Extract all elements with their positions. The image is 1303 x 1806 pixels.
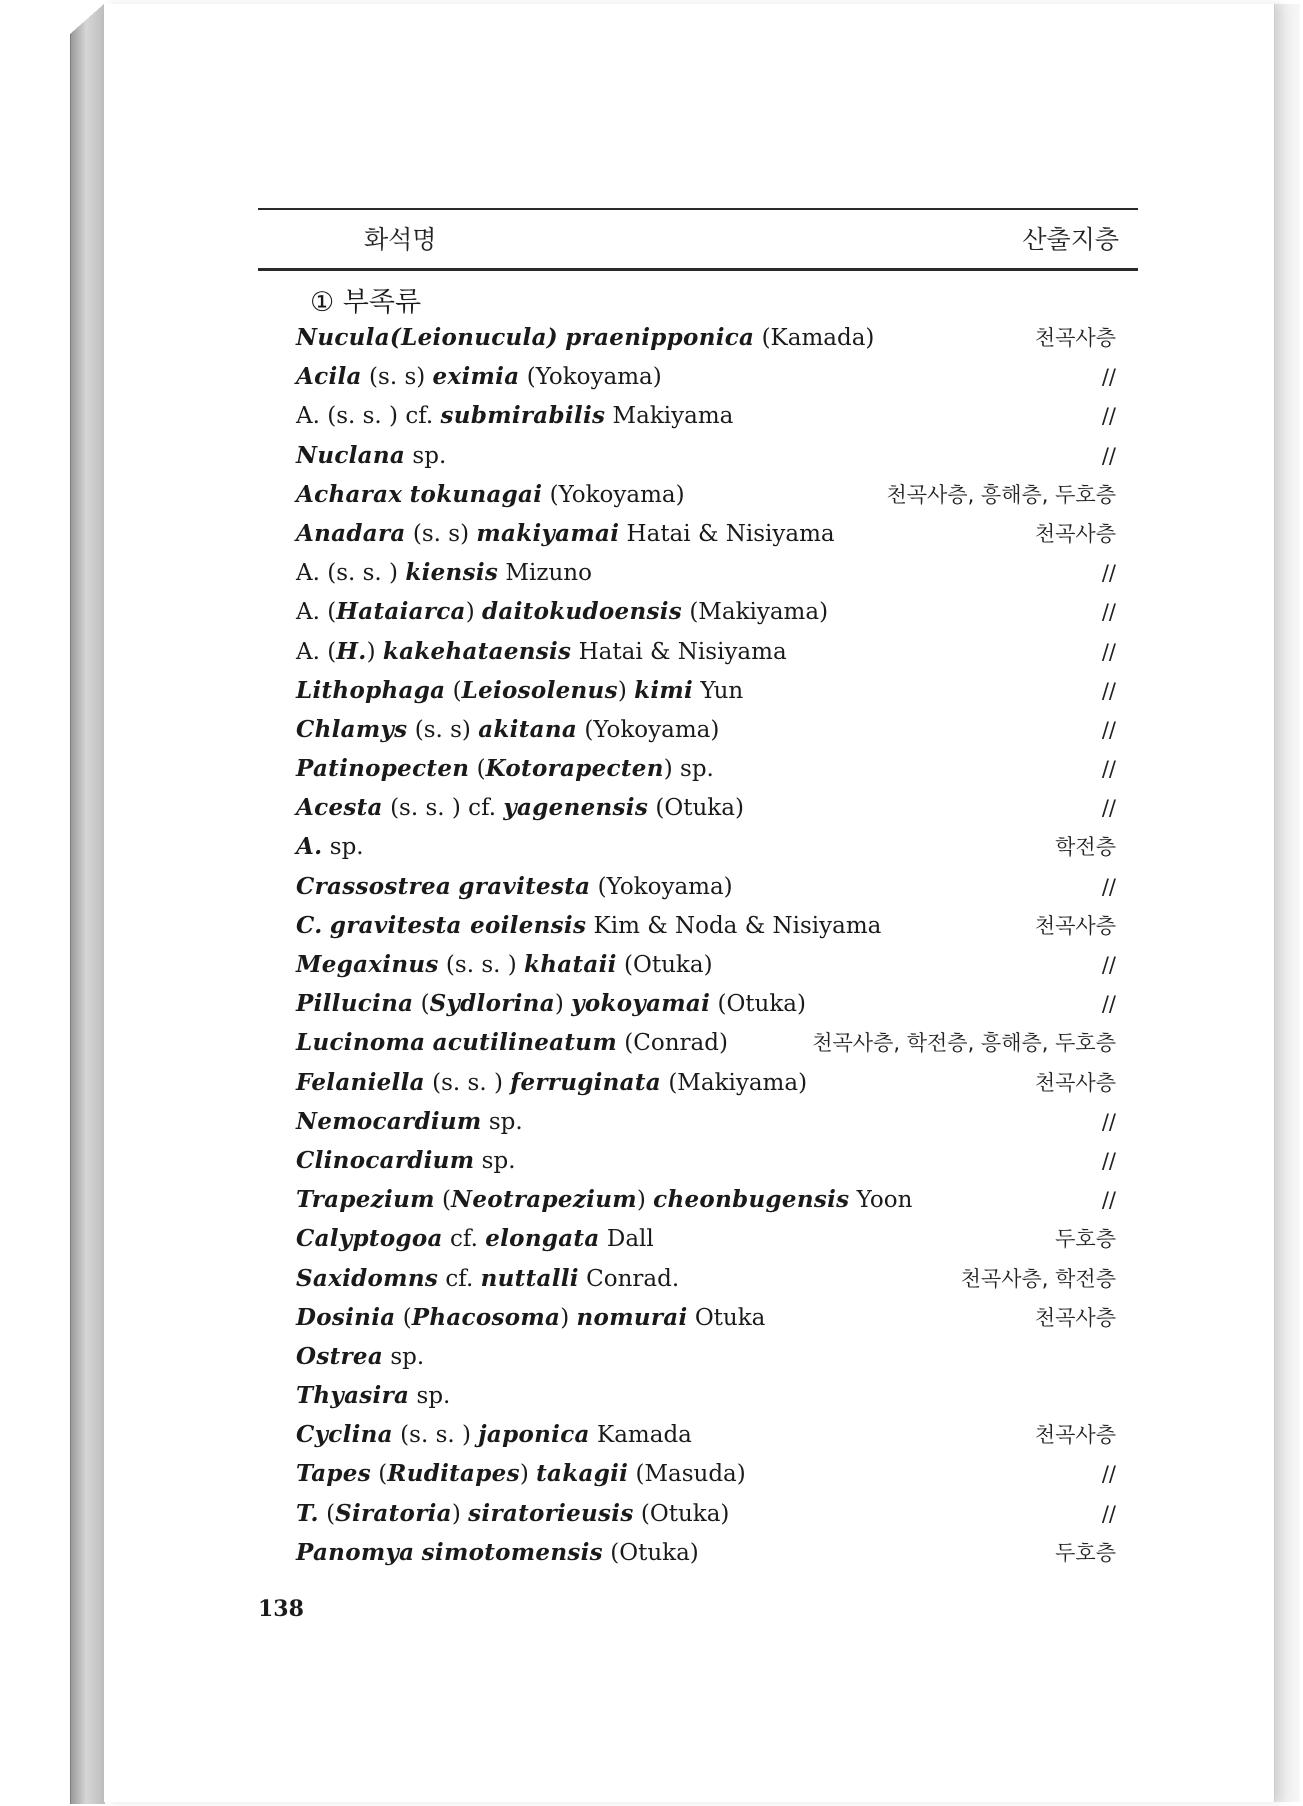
taxon-plain-part — [323, 913, 330, 939]
taxon-italic-part: simotomensis — [421, 1538, 603, 1566]
taxon-plain-part: (Makiyama) — [661, 1069, 808, 1096]
fossil-name — [296, 553, 592, 593]
taxon-italic-part: Nemocardium — [296, 1107, 482, 1135]
taxon-plain-part: (s. s) — [407, 716, 479, 743]
taxon-italic-part: kiensis — [405, 559, 499, 587]
taxon-italic-part: cheonbugensis — [653, 1186, 850, 1214]
taxon-italic-part: Cyclina — [296, 1421, 393, 1449]
formation-location: // — [1101, 1188, 1116, 1213]
taxon-italic-part: Saxidomns — [296, 1264, 439, 1292]
book-spine-corner — [70, 4, 104, 34]
taxon-plain-part: Otuka — [687, 1304, 766, 1331]
fossil-name — [296, 1259, 679, 1299]
formation-location: // — [1101, 796, 1116, 821]
taxon-plain-part: Kim & Noda & Nisiyama — [586, 912, 882, 939]
fossil-row — [296, 1102, 1120, 1141]
taxon-plain-part: ( — [434, 1187, 452, 1214]
taxon-plain-part: ) — [465, 599, 483, 626]
taxon-italic-part: kimi — [634, 676, 694, 704]
formation-location: // — [1101, 678, 1116, 703]
taxon-plain-part: ) — [636, 1187, 654, 1214]
taxon-plain-part: sp. — [322, 834, 364, 861]
taxon-plain-part: ) — [451, 1500, 469, 1527]
taxon-italic-part: C. — [296, 911, 323, 939]
fossil-row — [296, 1298, 1120, 1337]
fossil-name — [296, 514, 835, 554]
taxon-plain-part: Makiyama — [605, 403, 734, 430]
taxon-plain-part: (Otuka) — [648, 795, 744, 822]
formation-location: 천곡사층, 학전층 — [960, 1266, 1116, 1291]
fossil-row — [296, 553, 1120, 592]
taxon-plain-part: sp. — [405, 442, 447, 469]
fossil-name — [296, 1337, 424, 1377]
fossil-name — [296, 1180, 912, 1220]
fossil-name — [296, 632, 787, 672]
taxon-plain-part: (Yokoyama) — [542, 481, 685, 508]
taxon-italic-part: kakehataensis — [382, 637, 572, 665]
taxon-italic-part: tokunagai — [409, 480, 543, 508]
taxon-plain-part: Conrad. — [578, 1265, 680, 1292]
taxon-plain-part: (Yokoyama) — [519, 364, 662, 391]
fossil-name — [296, 906, 881, 946]
taxon-plain-part: (Yokoyama) — [577, 716, 720, 743]
fossil-row — [296, 827, 1120, 866]
formation-location: 천곡사층, 흥해층, 두호층 — [886, 482, 1116, 507]
formation-location: // — [1101, 1109, 1116, 1134]
fossil-row — [296, 396, 1120, 435]
taxon-italic-part: Clinocardium — [296, 1146, 475, 1174]
fossil-row — [296, 1454, 1120, 1493]
taxon-plain-part: (Conrad) — [616, 1030, 728, 1057]
book-spine — [70, 4, 105, 1804]
taxon-plain-part: sp. — [383, 1343, 425, 1370]
fossil-row — [296, 1494, 1120, 1533]
taxon-plain-part: (s. s. ) — [392, 1422, 479, 1449]
fossil-name — [296, 475, 685, 515]
fossil-row — [296, 906, 1120, 945]
taxon-italic-part: Acila — [296, 363, 362, 391]
taxon-italic-part: daitokudoensis — [482, 598, 683, 626]
taxon-italic-part: Patinopecten — [296, 755, 470, 783]
fossil-row — [296, 1141, 1120, 1180]
taxon-italic-part: elongata — [485, 1225, 600, 1253]
fossil-row — [296, 671, 1120, 710]
taxon-italic-part: A. — [296, 833, 323, 861]
fossil-row — [296, 1023, 1120, 1062]
formation-location: // — [1101, 992, 1116, 1017]
fossil-name — [296, 1023, 728, 1063]
formation-location: 천곡사층 — [1034, 326, 1116, 350]
taxon-italic-part: Acesta — [296, 794, 383, 822]
taxon-italic-part: gravitesta eoilensis — [329, 911, 587, 939]
taxon-italic-part: Lithophaga — [296, 676, 446, 704]
taxon-italic-part: Nuclana — [296, 441, 406, 469]
column-header-fossil-name: 화석명 — [364, 225, 437, 254]
taxon-plain-part: ) — [560, 1304, 577, 1331]
formation-location: // — [1101, 365, 1116, 390]
taxon-plain-part: Hatai & Nisiyama — [619, 520, 835, 547]
formation-location: 천곡사층 — [1034, 1423, 1116, 1448]
formation-location: 두호층 — [1055, 1540, 1116, 1565]
table-header-rule — [258, 268, 1138, 271]
taxon-plain-part: Yoon — [849, 1187, 913, 1214]
taxon-plain-part: Mizuno — [498, 560, 592, 587]
taxon-italic-part: yokoyamai — [571, 990, 711, 1018]
taxon-italic-part: Acharax — [296, 480, 403, 508]
fossil-name — [296, 1533, 699, 1573]
taxon-plain-part: (Otuka) — [633, 1500, 730, 1527]
taxon-italic-part: Leiosolenus — [461, 676, 618, 704]
taxon-italic-part: praenipponica — [565, 324, 755, 351]
formation-location: // — [1101, 404, 1116, 429]
fossil-name — [296, 867, 733, 907]
page-number: 138 — [258, 1596, 304, 1622]
taxon-italic-part: nomurai — [576, 1303, 688, 1331]
taxon-italic-part: Ruditapes — [387, 1460, 520, 1488]
formation-location: // — [1101, 639, 1116, 664]
taxon-plain-part: ) — [617, 677, 635, 704]
fossil-row — [296, 318, 1120, 357]
taxon-plain-part: A. — [296, 638, 320, 665]
taxon-plain-part: ( — [370, 1461, 388, 1488]
fossil-row — [296, 945, 1120, 984]
fossil-name — [296, 1102, 523, 1142]
taxon-italic-part: Phacosoma — [411, 1303, 561, 1331]
fossil-row — [296, 1219, 1120, 1258]
page-edge — [1274, 4, 1300, 1802]
taxon-plain-part: Yun — [693, 677, 744, 704]
taxon-italic-part: Tapes — [296, 1460, 371, 1488]
taxon-italic-part: Siratoria — [335, 1499, 452, 1527]
fossil-row — [296, 632, 1120, 671]
taxon-plain-part: ( — [318, 1500, 336, 1527]
taxon-plain-part: ( — [319, 599, 337, 626]
taxon-italic-part: siratorieusis — [468, 1499, 634, 1527]
taxon-plain-part: A. — [296, 599, 320, 626]
fossil-row — [296, 867, 1120, 906]
taxon-italic-part: makiyamai — [476, 519, 620, 547]
taxon-plain-part: ( — [413, 991, 430, 1018]
fossil-row — [296, 984, 1120, 1023]
taxon-italic-part: takagii — [536, 1460, 629, 1488]
taxon-plain-part — [414, 1540, 421, 1566]
taxon-italic-part: submirabilis — [440, 402, 606, 430]
fossil-row — [296, 475, 1120, 514]
taxon-italic-part: Pillucina — [296, 990, 414, 1018]
fossil-list — [296, 318, 1120, 1572]
taxon-italic-part: ferruginata — [510, 1068, 662, 1096]
fossil-name — [296, 1494, 729, 1534]
fossil-name — [296, 1063, 807, 1103]
formation-location: // — [1101, 757, 1116, 782]
taxon-italic-part: gravitesta — [458, 872, 591, 900]
fossil-name — [296, 945, 713, 985]
formation-location: 천곡사층, 학전층, 흥해층, 두호층 — [812, 1031, 1116, 1056]
formation-location: 천곡사층 — [1034, 521, 1116, 546]
fossil-row — [296, 1533, 1120, 1572]
taxon-italic-part: Megaxinus — [296, 951, 439, 978]
fossil-row — [296, 436, 1120, 475]
formation-location: // — [1101, 443, 1116, 468]
fossil-name — [296, 436, 446, 476]
taxon-italic-part: Ostrea — [296, 1342, 384, 1370]
taxon-plain-part: A. — [296, 403, 320, 430]
taxon-plain-part: (Makiyama) — [682, 599, 829, 626]
fossil-row — [296, 514, 1120, 553]
fossil-name — [296, 357, 662, 397]
fossil-name — [296, 1376, 450, 1416]
taxon-plain-part: A. — [296, 560, 320, 587]
taxon-plain-part: (Otuka) — [602, 1539, 699, 1566]
formation-location: // — [1101, 1148, 1116, 1173]
formation-location: // — [1101, 600, 1116, 625]
fossil-row — [296, 1063, 1120, 1102]
formation-location: // — [1101, 561, 1116, 586]
fossil-row — [296, 592, 1120, 631]
formation-location: // — [1101, 874, 1116, 899]
fossil-name — [296, 592, 828, 632]
fossil-row — [296, 1259, 1120, 1298]
fossil-name — [296, 827, 364, 867]
formation-location: // — [1101, 953, 1116, 977]
taxon-plain-part: (Kamada) — [754, 325, 875, 351]
taxon-italic-part: Panomya — [296, 1538, 415, 1566]
formation-location: 학전층 — [1055, 835, 1116, 860]
fossil-name — [296, 710, 719, 750]
formation-location: // — [1101, 717, 1116, 742]
taxon-italic-part: acutilineatum — [432, 1029, 617, 1057]
taxon-plain-part: (Yokoyama) — [590, 873, 733, 900]
fossil-name — [296, 1141, 516, 1181]
fossil-name — [296, 671, 743, 711]
taxon-plain-part: Dall — [599, 1226, 654, 1253]
formation-location: 천곡사층 — [1034, 1305, 1116, 1330]
fossil-name — [296, 1298, 765, 1338]
taxon-italic-part: Lucinoma — [296, 1029, 426, 1057]
taxon-plain-part: (s. s) — [361, 364, 433, 391]
fossil-row — [296, 1415, 1120, 1454]
taxon-italic-part: eximia — [432, 363, 520, 391]
fossil-row — [296, 788, 1120, 827]
taxon-plain-part: (Otuka) — [710, 991, 806, 1018]
taxon-italic-part: Thyasira — [296, 1382, 410, 1410]
taxon-italic-part: japonica — [478, 1421, 590, 1449]
taxon-italic-part: Calyptogoa — [296, 1225, 443, 1253]
taxon-plain-part: (s. s) — [405, 520, 477, 547]
taxon-plain-part: ( — [469, 756, 486, 783]
taxon-italic-part: khataii — [524, 951, 617, 978]
taxon-plain-part: sp. — [409, 1383, 451, 1410]
taxon-plain-part: ( — [319, 638, 337, 665]
taxon-plain-part: ) sp. — [663, 756, 714, 783]
taxon-italic-part: yagenensis — [503, 794, 649, 822]
taxon-plain-part: ( — [445, 677, 462, 704]
table-top-rule — [258, 208, 1138, 210]
taxon-plain-part: cf. — [442, 1226, 486, 1253]
section-heading: ① 부족류 — [310, 287, 422, 318]
fossil-name — [296, 749, 714, 789]
column-header-formation: 산출지층 — [1022, 225, 1119, 254]
taxon-italic-part: Crassostrea — [296, 872, 452, 900]
taxon-plain-part: sp. — [481, 1108, 523, 1135]
taxon-italic-part: T. — [296, 1499, 319, 1527]
taxon-italic-part: akitana — [478, 715, 578, 743]
taxon-plain-part: (Masuda) — [628, 1461, 746, 1488]
fossil-name — [296, 318, 874, 358]
taxon-plain-part: (s. s. ) — [438, 952, 525, 978]
taxon-italic-part: Sydlorina — [429, 990, 555, 1018]
fossil-name — [296, 1219, 654, 1259]
taxon-italic-part: Kotorapecten — [485, 755, 664, 783]
taxon-plain-part: ) — [366, 638, 383, 665]
fossil-row — [296, 1180, 1120, 1219]
fossil-name — [296, 396, 733, 436]
taxon-plain-part: Hatai & Nisiyama — [571, 638, 787, 665]
taxon-italic-part: Trapezium — [296, 1186, 435, 1214]
taxon-italic-part: Hataiarca — [336, 598, 466, 626]
fossil-row — [296, 749, 1120, 788]
taxon-plain-part: ( — [395, 1304, 412, 1331]
taxon-plain-part — [402, 482, 409, 508]
taxon-italic-part: Neotrapezium — [451, 1186, 637, 1214]
taxon-plain-part: (s. s. ) — [424, 1069, 511, 1096]
fossil-row — [296, 1337, 1120, 1376]
taxon-plain-part: Kamada — [589, 1422, 692, 1449]
taxon-italic-part: Nucula(Leionucula) — [296, 324, 558, 351]
taxon-plain-part: ) — [519, 1461, 537, 1488]
taxon-plain-part: (s. s. ) — [319, 560, 406, 587]
taxon-italic-part: nuttalli — [480, 1264, 579, 1292]
taxon-italic-part: Felaniella — [296, 1068, 425, 1096]
fossil-row — [296, 1376, 1120, 1415]
taxon-italic-part: Anadara — [296, 519, 406, 547]
taxon-plain-part: (Otuka) — [616, 952, 713, 978]
fossil-name — [296, 984, 806, 1024]
taxon-italic-part: Chlamys — [296, 715, 408, 743]
taxon-plain-part: cf. — [438, 1265, 481, 1292]
formation-location: 천곡사층 — [1034, 913, 1116, 938]
fossil-name — [296, 1454, 746, 1494]
taxon-plain-part: sp. — [474, 1147, 516, 1174]
taxon-plain-part — [425, 1030, 432, 1056]
fossil-name — [296, 788, 744, 828]
taxon-plain-part: (s. s. ) cf. — [319, 403, 441, 430]
fossil-row — [296, 357, 1120, 396]
formation-location: 천곡사층 — [1034, 1070, 1116, 1095]
taxon-italic-part: Dosinia — [296, 1303, 396, 1331]
formation-location: 두호층 — [1055, 1227, 1116, 1252]
fossil-name — [296, 1415, 692, 1455]
fossil-row — [296, 710, 1120, 749]
taxon-plain-part: (s. s. ) cf. — [382, 795, 504, 822]
formation-location: // — [1101, 1501, 1116, 1526]
formation-location: // — [1101, 1462, 1116, 1487]
taxon-italic-part: H. — [336, 637, 367, 665]
taxon-plain-part: ) — [554, 991, 572, 1018]
